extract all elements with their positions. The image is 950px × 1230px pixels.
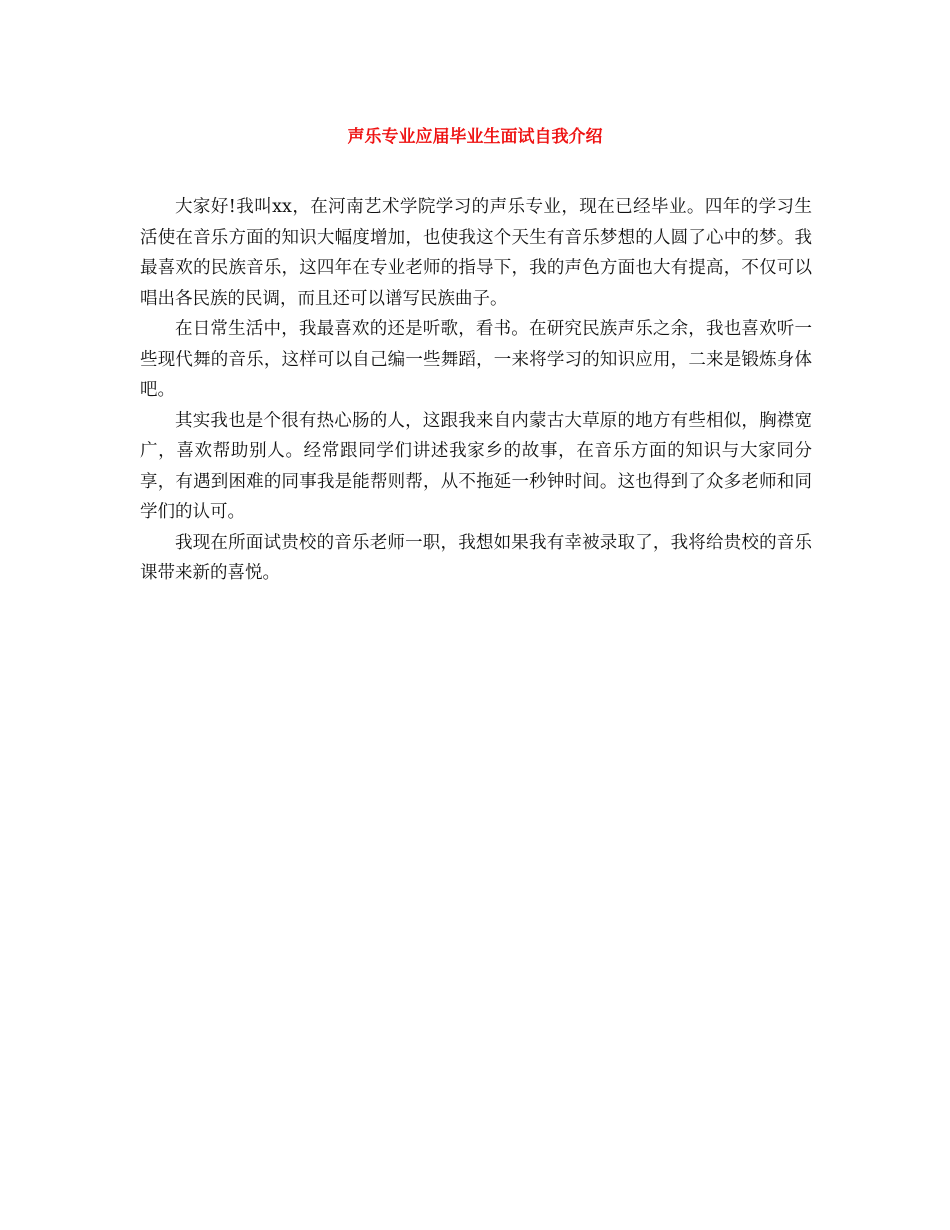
paragraph-3: 其实我也是个很有热心肠的人，这跟我来自内蒙古大草原的地方有些相似，胸襟宽广，喜欢帮助别人。经常跟同学们讲述我家乡的故事，在音乐方面的知识与大家同分享，有遇到困难的同事我是能帮则帮，从不拖延一秒钟时间。这也得到了众多老师和同学们的认可。	[140, 410, 812, 522]
document-title: 声乐专业应届毕业生面试自我介绍	[347, 127, 603, 147]
paragraph-1: 大家好!我叫xx，在河南艺术学院学习的声乐专业，现在已经毕业。四年的学习生活使在音乐方面的知识大幅度增加，也使我这个天生有音乐梦想的人圆了心中的梦。我最喜欢的民族音乐，这四年在专业老师的指导下，我的声色方面也大有提高，不仅可以唱出各民族的民调，而且还可以谱写民族曲子。	[140, 197, 812, 309]
paragraph-2: 在日常生活中，我最喜欢的还是听歌，看书。在研究民族声乐之余，我也喜欢听一些现代舞的音乐，这样可以自己编一些舞蹈，一来将学习的知识应用，二来是锻炼身体吧。	[140, 319, 812, 400]
paragraph-4: 我现在所面试贵校的音乐老师一职，我想如果我有幸被录取了，我将给贵校的音乐课带来新的喜悦。	[140, 532, 812, 583]
document-body	[140, 192, 812, 589]
